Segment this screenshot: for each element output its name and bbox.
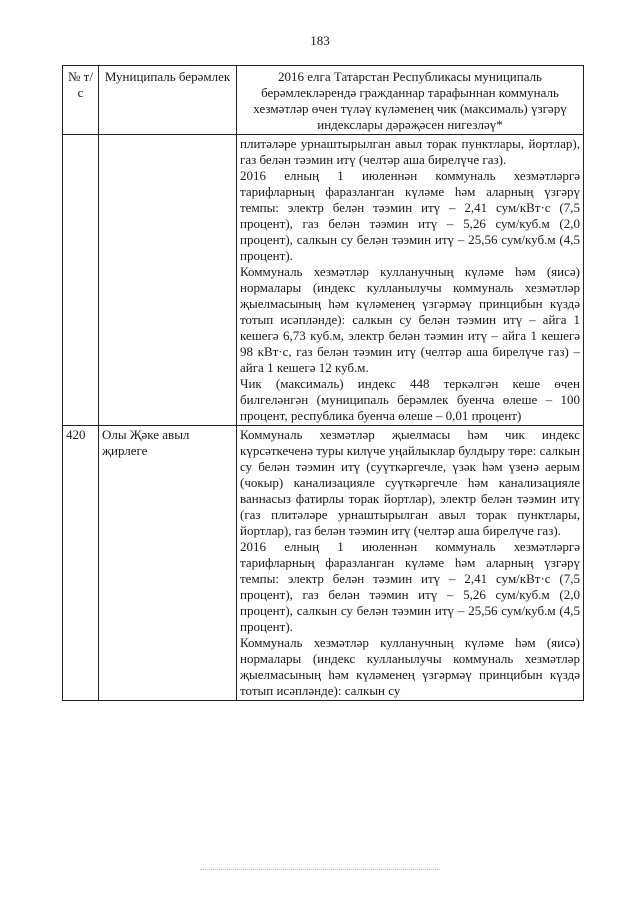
table-row xyxy=(63,426,584,701)
paragraph: 2016 елның 1 июленнән коммуналь хезмәтләргә тарифларның фаразланган күләме һәм аларның үзгәрү темпы: электр белән тәэмин итү – 2,41 сум/кВт·с (7,5 процент), газ белән тәэмин итү – 5,26 сум/куб.м (2,0 процент), салкын су белән тәэмин итү – 25,56 сум/куб.м (4,5 процент). xyxy=(240,168,580,263)
paragraph: 2016 елның 1 июленнән коммуналь хезмәтләргә тарифларның фаразланган күләме һәм аларның үзгәрү темпы: электр белән тәэмин итү – 2,41 сум/кВт·с (7,5 процент), газ белән тәэмин итү – 5,26 сум/куб.м (2,0 процент), салкын су белән тәэмин итү – 25,56 сум/куб.м (4,5 процент). xyxy=(240,539,580,634)
paragraph: плитәләре урнаштырылган авыл торак пунктлары, йортлар), газ белән тәэмин итү (челтәр аша бирелүче газ). xyxy=(240,136,580,167)
paragraph: Коммуналь хезмәтләр кулланучның күләме һәм (яисә) нормалары (индекс кулланылучы коммуналь хезмәтләр җыелмасының һәм күләменең үзгәрмәү принцибын күздә тотып исәпләнде): салкын су белән тәэмин итү – айга 1 кешегә 6,73 куб.м, электр белән тәэмин итү – айга 1 кешегә 98 кВт·с, газ белән тәэмин итү (челтәр аша бирелүче газ) – айга 1 кешегә 12 куб.м. xyxy=(240,264,580,375)
table-header-row xyxy=(63,66,584,135)
row-municipality: Олы Җәке авыл җирлеге xyxy=(99,426,237,701)
row-number xyxy=(63,135,99,426)
paragraph: Коммуналь хезмәтләр кулланучның күләме һәм (яисә) нормалары (индекс кулланылучы коммуналь хезмәтләр җыелмасының һәм күләменең үзгәрмәү принцибын күздә тотып исәпләнде): салкын су xyxy=(240,635,580,698)
table-row xyxy=(63,135,584,426)
scan-artifact-divider xyxy=(200,868,440,870)
paragraph: Чик (максималь) индекс 448 теркәлгән кеше өчен билгеләнгән (муниципаль берәмлек буенча өлеше – 100 процент, республика буенча өлеше – 0,01 процент) xyxy=(240,376,580,423)
indices-table xyxy=(62,65,584,701)
header-number: № т/с xyxy=(63,66,99,135)
header-description: 2016 елга Татарстан Республикасы муниципаль берәмлекләрендә гражданнар тарафыннан коммуналь хезмәтләр өчен түләү күләменең чик (максималь) үзгәрү индекслары дәрәҗәсен нигезләү* xyxy=(237,66,584,135)
row-municipality xyxy=(99,135,237,426)
row-description xyxy=(237,135,584,426)
header-municipality: Муниципаль берәмлек xyxy=(99,66,237,135)
row-description xyxy=(237,426,584,701)
page-number: 183 xyxy=(310,33,330,48)
row-number: 420 xyxy=(63,426,99,701)
paragraph: Коммуналь хезмәтләр җыелмасы һәм чик индекс күрсәткеченә туры килүче уңайлыклар булдыру төре: салкын су белән тәэмин итү (суүткәргечле, үзәк һәм үзенә аерым (чокыр) канализацияле суүткәргечле һәм канализацияле ваннасыз фатирлы торак йортлар), электр белән тәэмин итү (газ плитәләре урнаштырылган авыл торак пунктлары, йортлар), газ белән тәэмин итү (челтәр аша бирелүче газ). xyxy=(240,427,580,538)
